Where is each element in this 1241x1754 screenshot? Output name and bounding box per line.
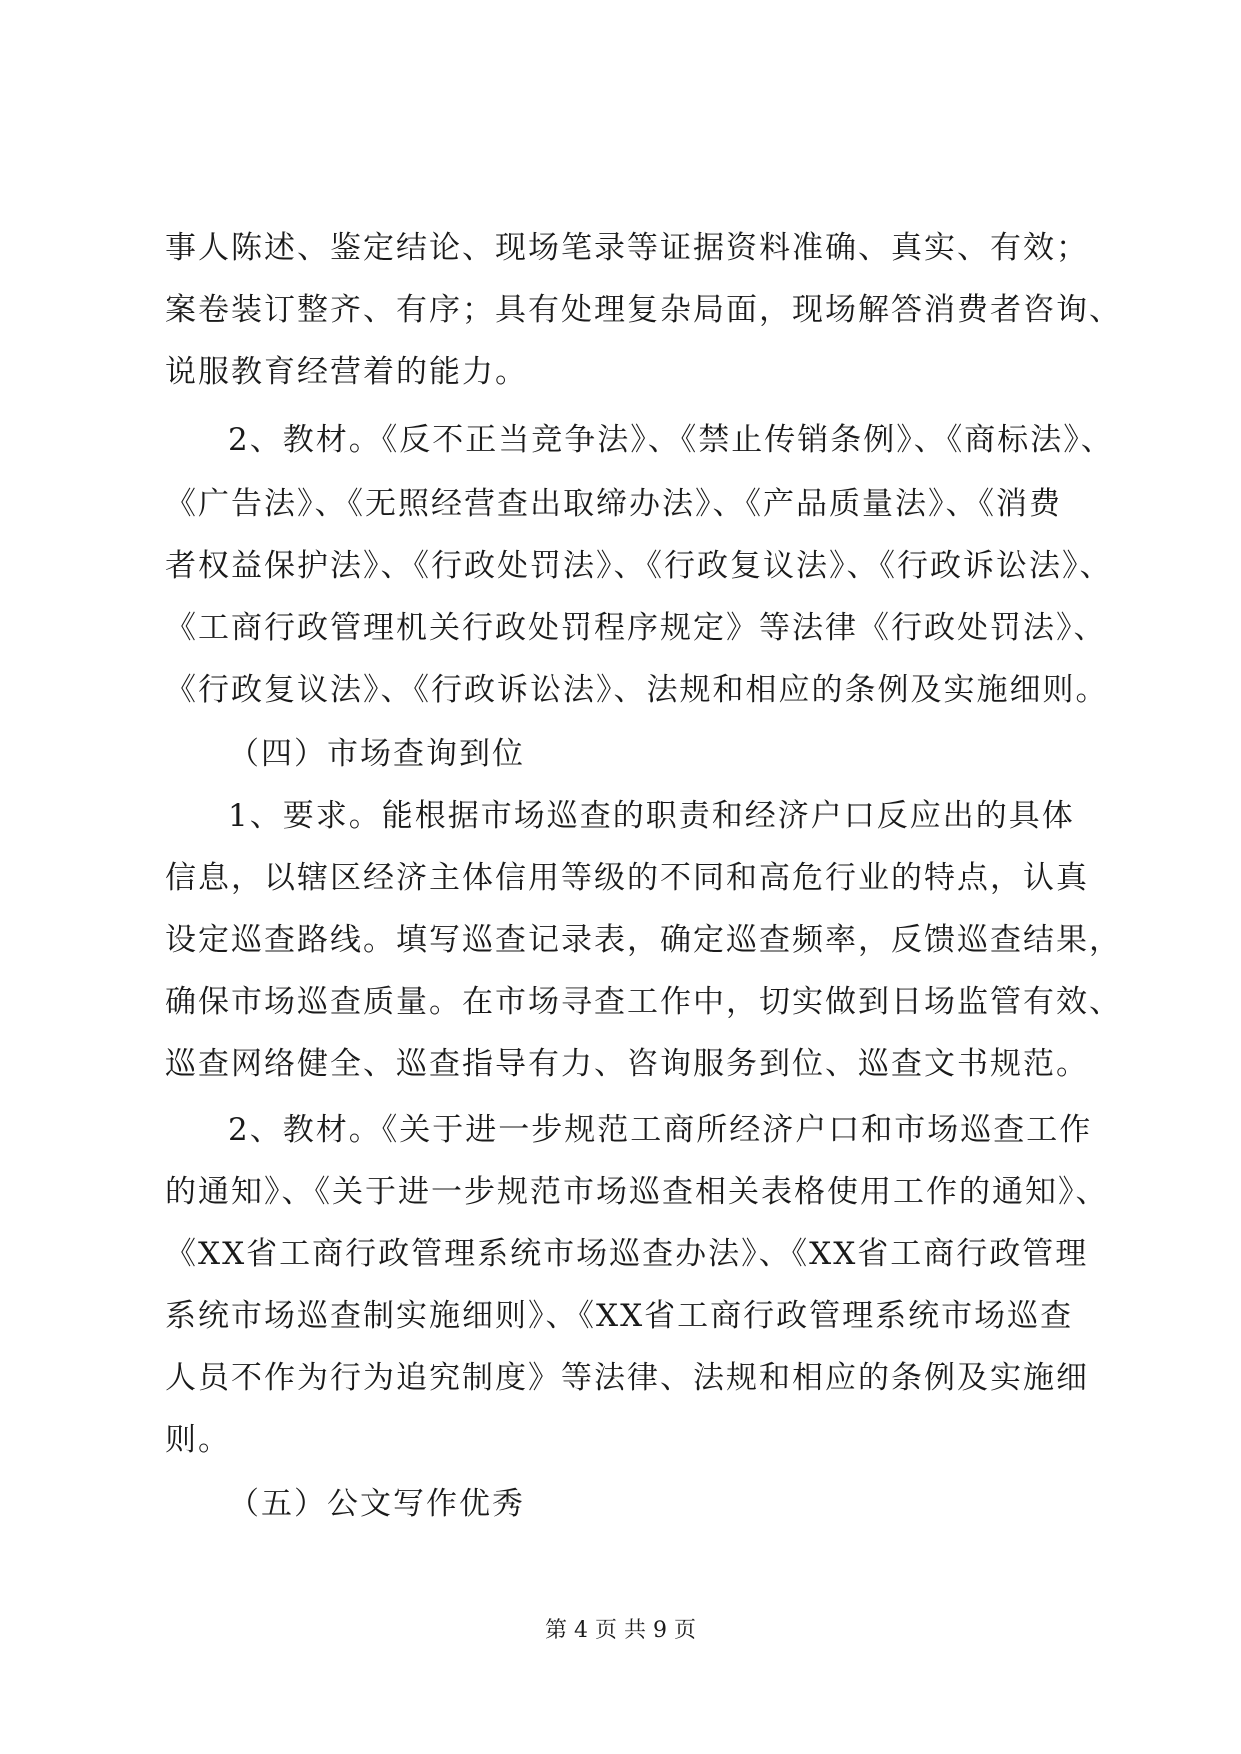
text-line: 2、教材。《反不正当竞争法》、《禁止传销条例》、《商标法》、 bbox=[228, 422, 1114, 458]
text-line: 信息，以辖区经济主体信用等级的不同和高危行业的特点，认真 bbox=[165, 860, 1089, 896]
text-line: 《广告法》、《无照经营查出取缔办法》、《产品质量法》、《消费 bbox=[165, 486, 1062, 522]
text-line: 系统市场巡查制实施细则》、《XX省工商行政管理系统市场巡查 bbox=[165, 1298, 1074, 1334]
text-line: 事人陈述、鉴定结论、现场笔录等证据资料准确、真实、有效； bbox=[165, 230, 1089, 266]
section-heading: （四）市场查询到位 bbox=[228, 736, 525, 772]
text-line: 者权益保护法》、《行政处罚法》、《行政复议法》、《行政诉讼法》、 bbox=[165, 548, 1113, 584]
section-heading: （五）公文写作优秀 bbox=[228, 1486, 525, 1522]
text-line: 说服教育经营着的能力。 bbox=[165, 354, 528, 390]
text-line: 2、教材。《关于进一步规范工商所经济户口和市场巡查工作 bbox=[228, 1112, 1093, 1148]
text-line: 案卷装订整齐、有序；具有处理复杂局面，现场解答消费者咨询、 bbox=[165, 292, 1122, 328]
text-line: 设定巡查路线。填写巡查记录表，确定巡查频率，反馈巡查结果， bbox=[165, 922, 1122, 958]
text-line: 巡查网络健全、巡查指导有力、咨询服务到位、巡查文书规范。 bbox=[165, 1046, 1089, 1082]
text-line: 的通知》、《关于进一步规范市场巡查相关表格使用工作的通知》、 bbox=[165, 1174, 1109, 1210]
text-line: 《工商行政管理机关行政处罚程序规定》等法律《行政处罚法》、 bbox=[165, 610, 1107, 646]
text-line: 人员不作为行为追究制度》等法律、法规和相应的条例及实施细 bbox=[165, 1360, 1089, 1396]
text-line: 则。 bbox=[165, 1422, 231, 1458]
text-line: 1、要求。能根据市场巡查的职责和经济户口反应出的具体 bbox=[228, 798, 1075, 834]
text-line: 《行政复议法》、《行政诉讼法》、法规和相应的条例及实施细则。 bbox=[165, 672, 1109, 708]
text-line: 确保市场巡查质量。在市场寻查工作中，切实做到日场监管有效、 bbox=[165, 984, 1122, 1020]
page-number-footer: 第 4 页 共 9 页 bbox=[545, 1618, 696, 1643]
text-line: 《XX省工商行政管理系统市场巡查办法》、《XX省工商行政管理 bbox=[165, 1236, 1089, 1272]
